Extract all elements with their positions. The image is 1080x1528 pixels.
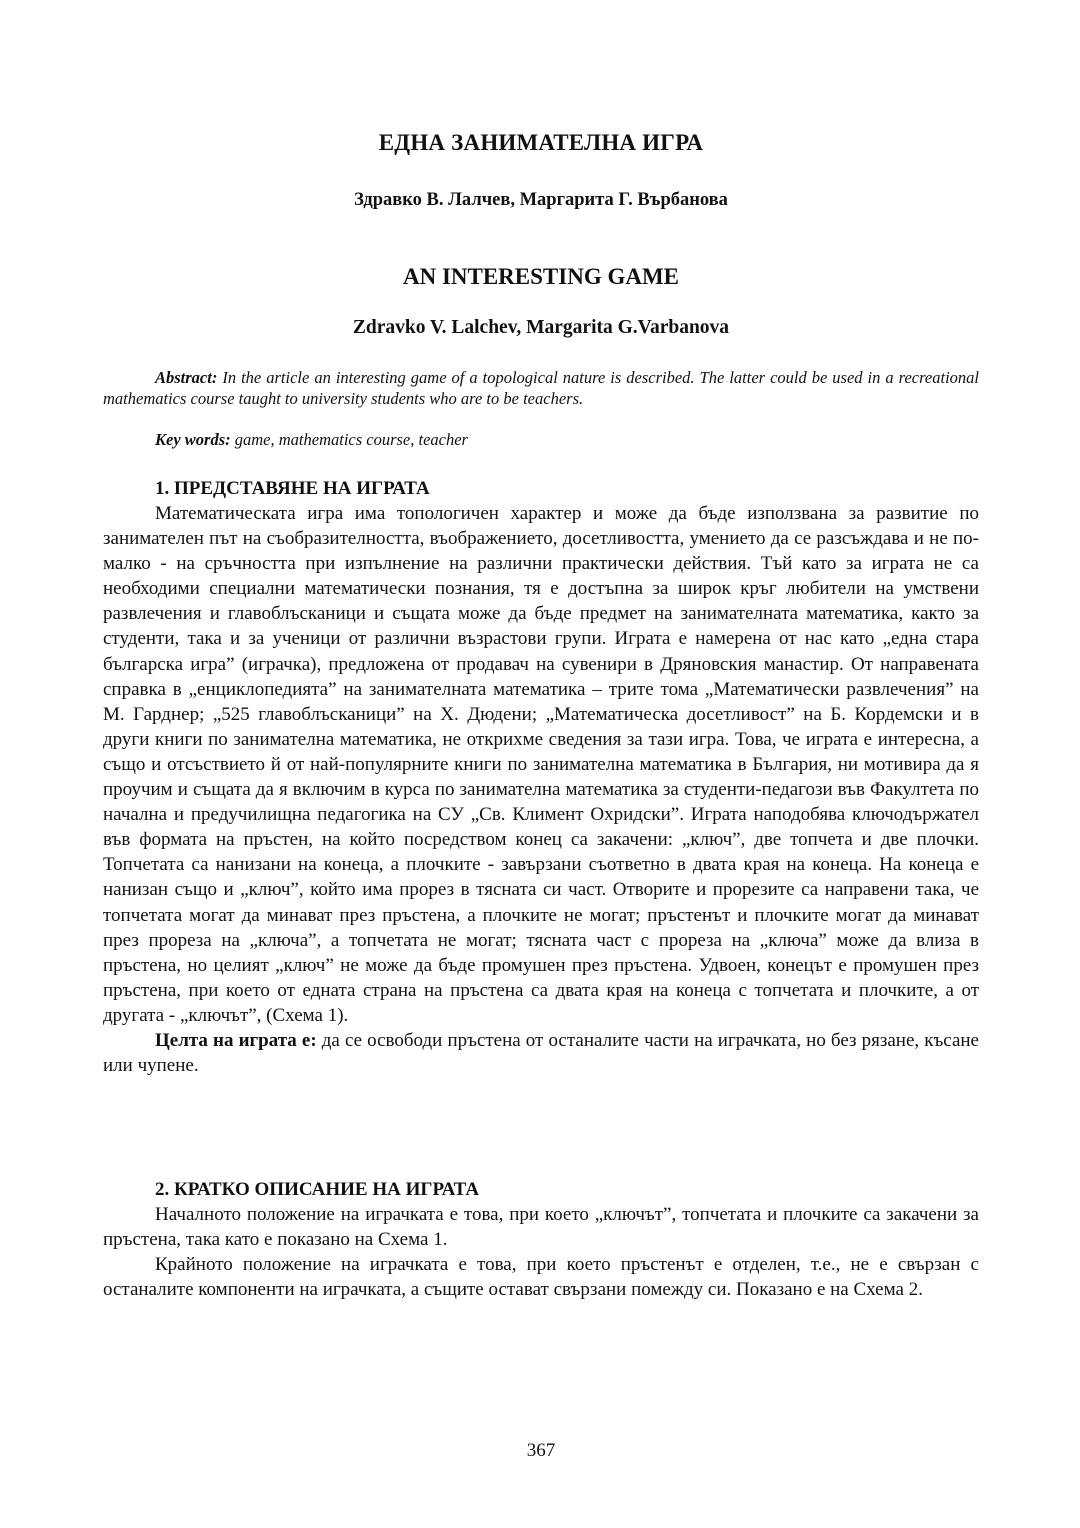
abstract-text: In the article an interesting game of a topological nature is described. The latter could be used in a recreational mathematics course taught to university students who are to be teachers. <box>103 368 979 408</box>
section-1-goal <box>103 1028 979 1078</box>
paper-page <box>103 0 979 1528</box>
section-2-paragraph-1: Началното положение на играчката е това, при което „ключът”, топчетата и плочките са закачени за пръстена, така като е показано на Схема 1. <box>103 1204 979 1251</box>
goal-text: да се освободи пръстена от останалите части на играчката, но без рязане, късане или чупене. <box>103 1029 979 1077</box>
authors-bulgarian: Здравко В. Лалчев, Маргарита Г. Върбанова <box>354 190 728 210</box>
authors-english: Zdravko V. Lalchev, Margarita G.Varbanova <box>352 317 730 338</box>
keywords <box>155 429 979 450</box>
abstract <box>103 367 979 409</box>
section-2-heading: 2. КРАТКО ОПИСАНИЕ НА ИГРАТА <box>155 1179 480 1200</box>
keywords-text: game, mathematics course, teacher <box>230 430 468 449</box>
section-1-heading: 1. ПРЕДСТАВЯНЕ НА ИГРАТА <box>155 478 430 499</box>
goal-label: Целта на играта е: <box>155 1029 317 1051</box>
abstract-label: Abstract: <box>155 368 218 387</box>
title-bulgarian: ЕДНА ЗАНИМАТЕЛНА ИГРА <box>378 130 704 155</box>
page-number: 367 <box>526 1440 556 1461</box>
section-2-paragraph-2: Крайното положение на играчката е това, при което пръстенът е отделен, т.е., не е свързан с останалите компоненти на играчката, а същите остават свързани помежду си. Показано е на Схема 2. <box>103 1254 979 1301</box>
section-1 <box>103 476 979 1078</box>
title-english: AN INTERESTING GAME <box>402 264 680 289</box>
section-1-paragraph: Математическата игра има топологичен характер и може да бъде използвана за развитие по занимателен път на съобразителността, въображението, досетливостта, умението да се разсъждава и не по-малко - на сръчността при изпълнение на различни практически действия. Тъй като за играта не са необходими специални математически познания, тя е достъпна за широк кръг любители на умствени развлечения и главоблъсканици и същата може да бъде предмет на занимателната математика, както за студенти, така и за ученици от различни възрастови групи. Играта е намерена от нас като „една стара българска игра” (играчка), предложена от продавач на сувенири в Дряновския манастир. От направената справка в „енциклопедията” на занимателната математика – трите тома „Математически развлечения” на М. Гарднер; „525 главоблъсканици” на Х. Дюдени; „Математическа досетливост” на Б. Кордемски и в други книги по занимателна математика, не открихме сведения за тази игра. Това, че играта е интересна, а също и отсъствието й от най-популярните книги по занимателна математика в България, ни мотивира да я проучим и същата да я включим в курса по занимателна математика за студенти-педагози във Факултета по начална и предучилищна педагогика на СУ „Св. Климент Охридски”. Играта наподобява ключодържател във формата на пръстен, на който посредством конец са закачени: „ключ”, две топчета и две плочки. Топчетата са нанизани на конеца, а плочките - завързани съответно в двата края на конеца. На конеца е нанизан също и „ключ”, който има прорез в тясната си част. Отворите и прорезите са направени така, че топчетата могат да минават през пръстена, а плочките не могат; пръстенът и плочките могат да минават през прореза на „ключа”, а топчетата не могат; тясната част с прореза на „ключа” може да влиза в пръстена, но целият „ключ” не може да бъде промушен през пръстена. Удвоен, конецът е промушен през пръстена, при което от едната страна на пръстена са двата края на конеца с топчетата и плочките, а от другата - „ключът”, (Схема 1). <box>103 503 979 1026</box>
keywords-label: Key words: <box>155 430 231 449</box>
section-2 <box>103 1177 979 1302</box>
